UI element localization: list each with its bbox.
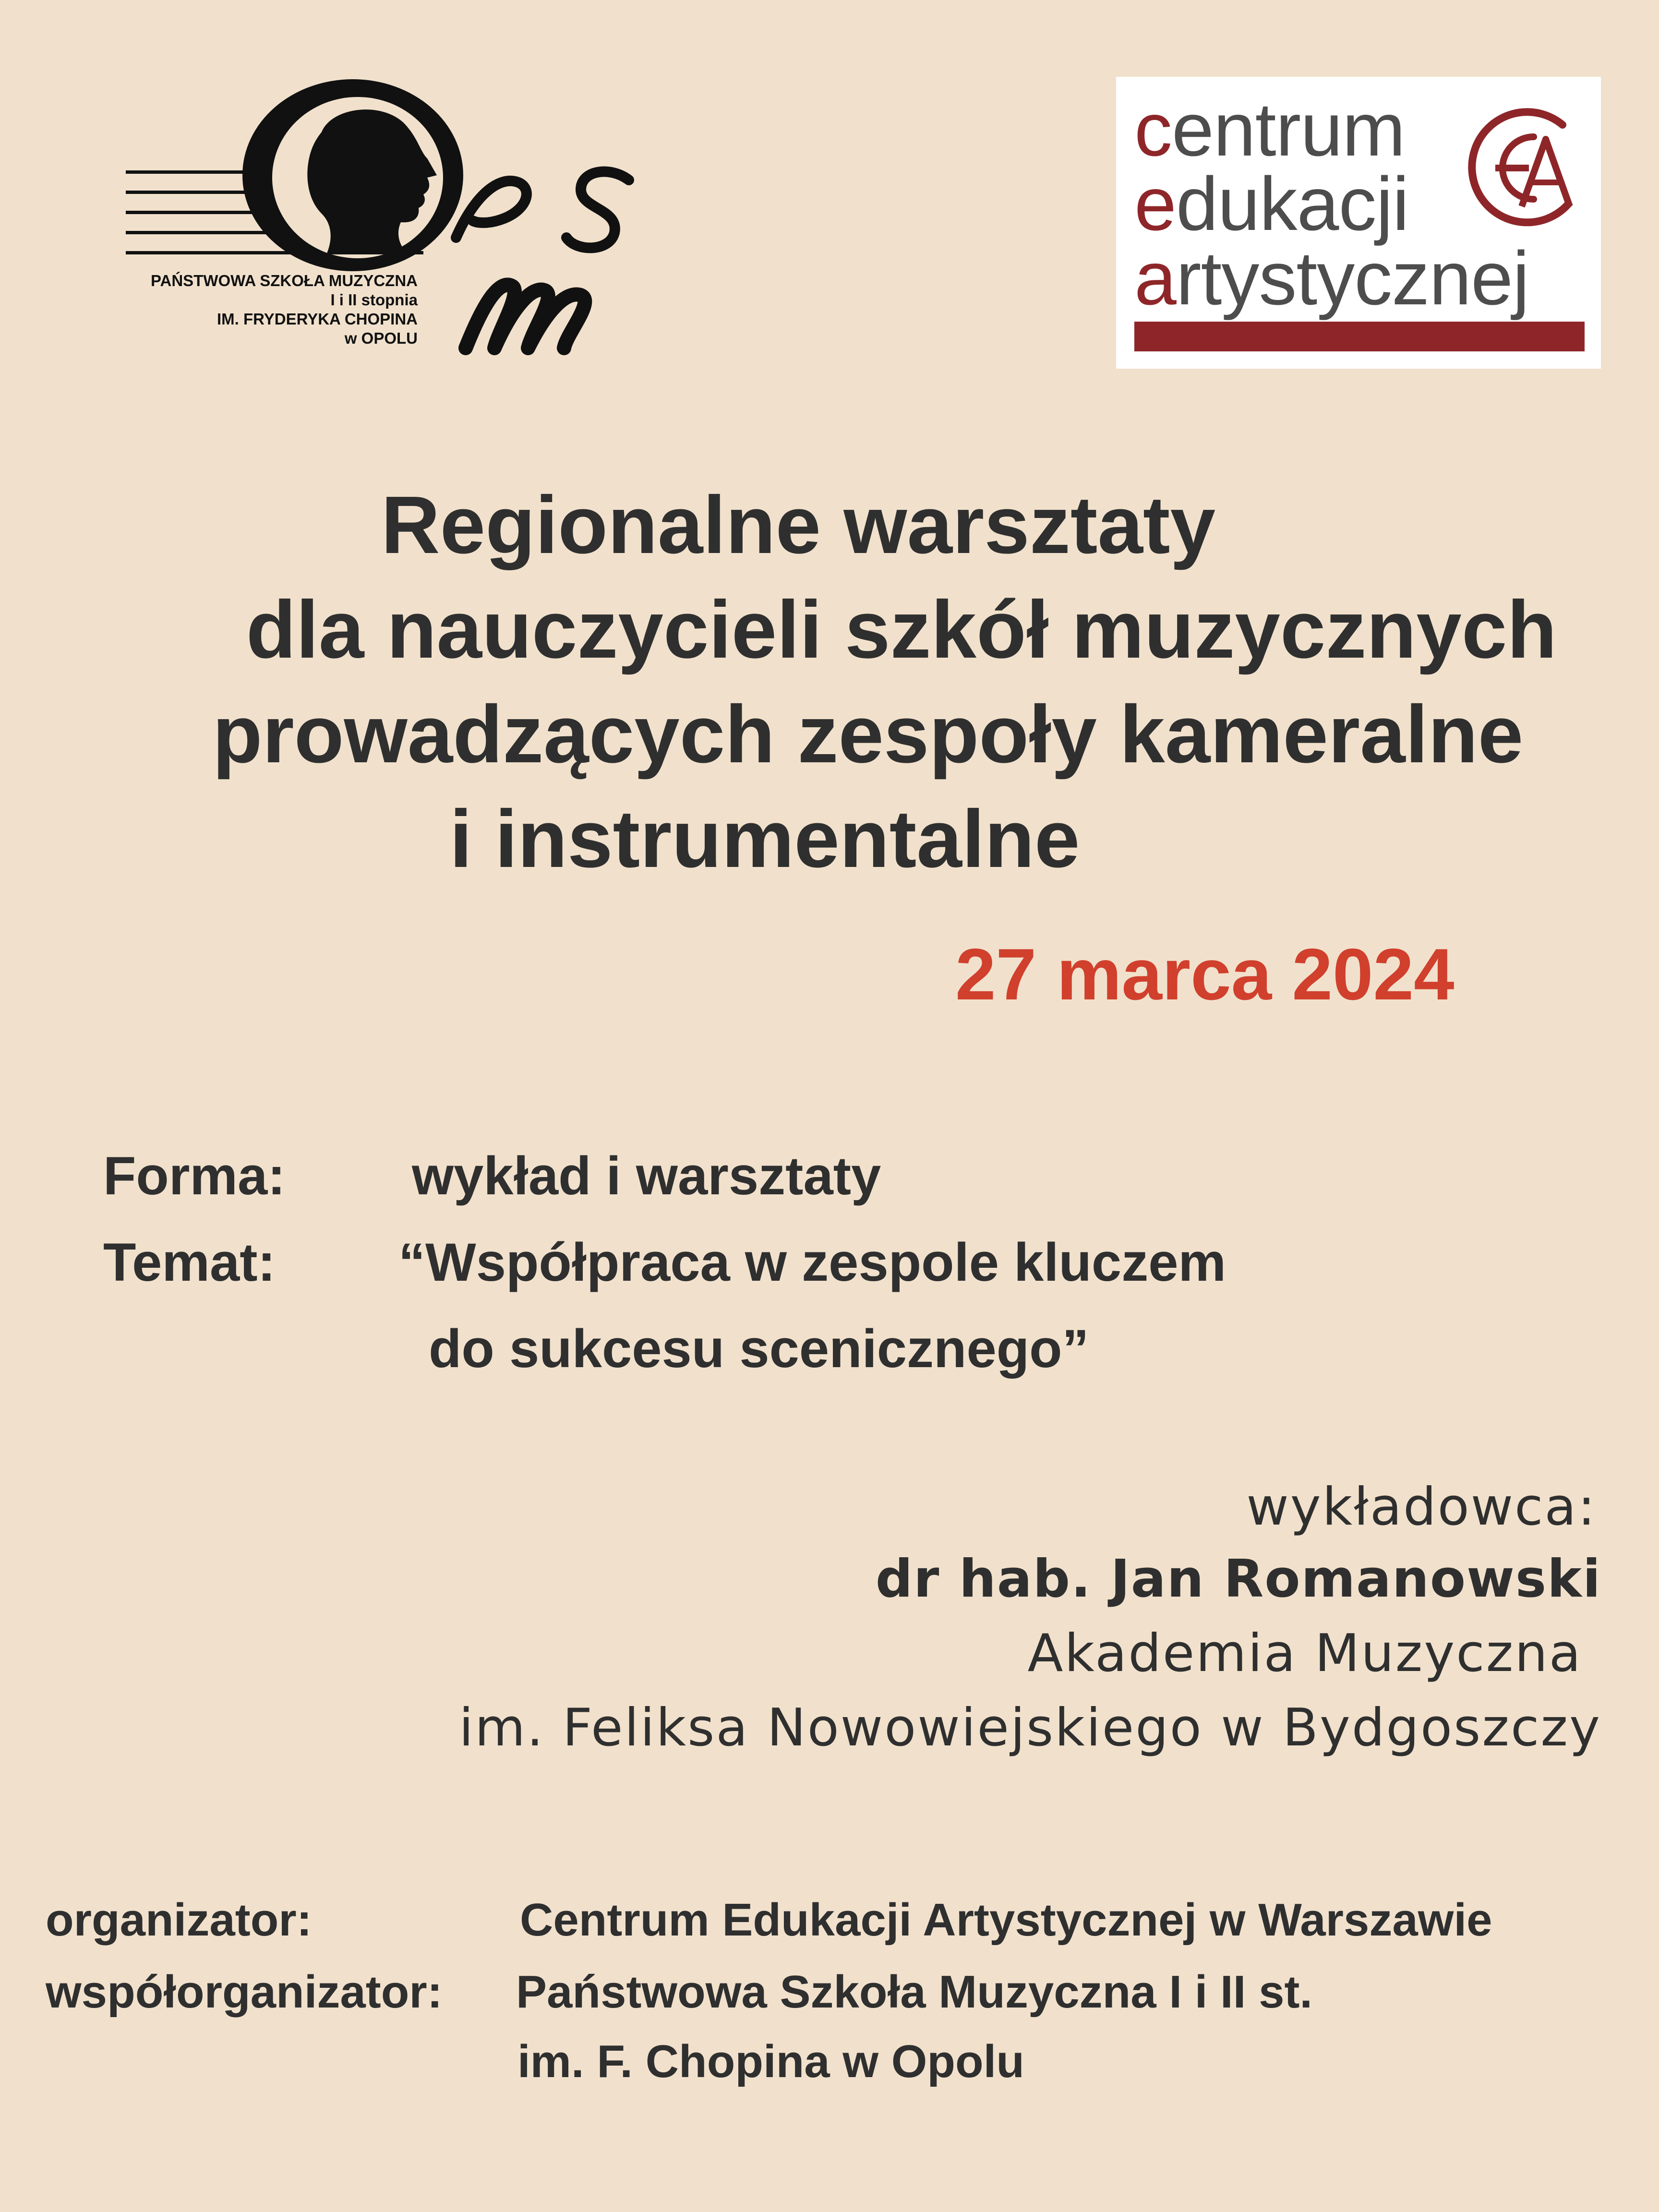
cea-bar [1134, 322, 1585, 351]
psm-line: w OPOLU [344, 329, 418, 347]
psm-logo [120, 79, 648, 367]
topic-line-2: do sukcesu scenicznego” [429, 1319, 1089, 1379]
form-label: Forma: [103, 1146, 286, 1206]
lecturer-institution-1: Akademia Muzyczna [1027, 1623, 1582, 1683]
topic-line-1: “Współpraca w zespole kluczem [398, 1232, 1226, 1292]
title-line: Regionalne warsztaty [381, 480, 1216, 571]
title-line: dla nauczycieli szkół muzycznych [246, 584, 1557, 675]
psm-line: PAŃSTWOWA SZKOŁA MUZYCZNA [150, 272, 418, 289]
event-title [0, 473, 1659, 891]
lecturer-label: wykładowca: [1246, 1477, 1597, 1537]
organizer-value: Centrum Edukacji Artystycznej w Warszawie [520, 1894, 1492, 1946]
cea-word-edukacji: edukacji [1134, 162, 1409, 246]
form-value: wykład i warsztaty [412, 1146, 881, 1206]
title-line: prowadzących zespoły kameralne [212, 689, 1524, 780]
psm-line: I i II stopnia [330, 291, 418, 309]
title-line: i instrumentalne [449, 793, 1080, 885]
psm-text [151, 271, 418, 348]
cea-word-centrum: centrum [1134, 87, 1405, 172]
organizer-label: organizator: [46, 1894, 312, 1946]
cea-logo [1116, 77, 1601, 369]
lecturer-name: dr hab. Jan Romanowski [875, 1549, 1601, 1609]
coorganizer-line-1: Państwowa Szkoła Muzyczna I i II st. [516, 1966, 1313, 2018]
lecturer-institution-2: im. Feliksa Nowowiejskiego w Bydgoszczy [459, 1698, 1601, 1758]
event-date: 27 marca 2024 [955, 934, 1455, 1015]
topic-label: Temat: [103, 1232, 276, 1292]
coorganizer-line-2: im. F. Chopina w Opolu [517, 2036, 1024, 2087]
coorganizer-label: współorganizator: [46, 1966, 443, 2018]
cea-mark-icon [1443, 96, 1587, 240]
psm-line: IM. FRYDERYKA CHOPINA [216, 310, 418, 328]
cea-word-artystycznej: artystycznej [1134, 236, 1529, 321]
